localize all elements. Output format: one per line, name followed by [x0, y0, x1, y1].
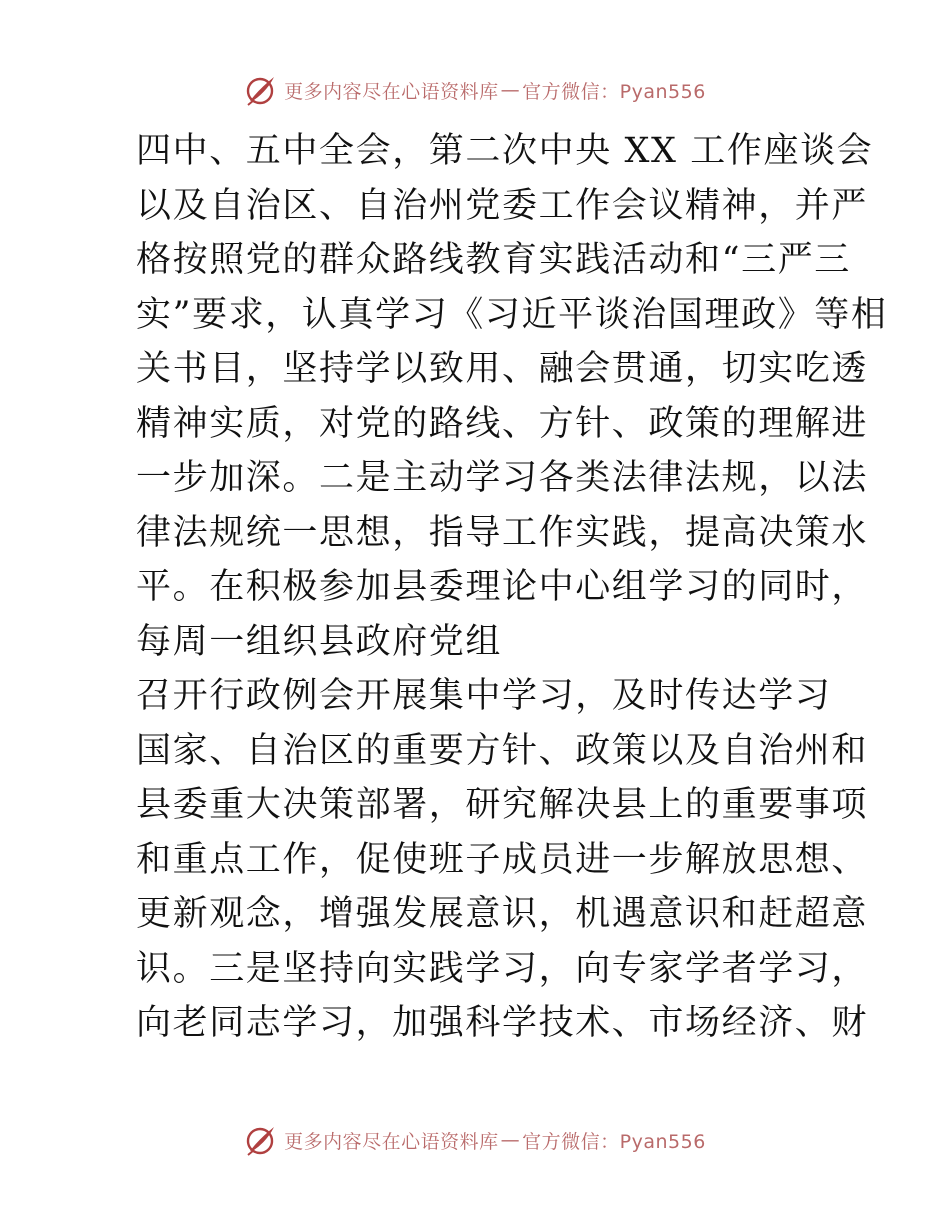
- body-line: 精神实质，对党的路线、方针、政策的理解进: [136, 403, 869, 444]
- watermark-separator: —: [500, 79, 521, 101]
- body-line: 召开行政例会开展集中学习，及时传达学习: [136, 676, 832, 716]
- body-line: 律法规统一思想，指导工作实践，提高决策水: [136, 512, 869, 553]
- document-body: [136, 124, 888, 1051]
- body-line: 以及自治区、自治州党委工作会议精神，并严: [136, 185, 869, 226]
- body-line: 关书目，坚持学以致用、融会贯通，切实吃透: [136, 349, 869, 389]
- body-line: 和重点工作，促使班子成员进一步解放思想、: [136, 839, 869, 880]
- body-line: 平。在积极参加县委理论中心组学习的同时，: [136, 567, 869, 607]
- watermark-text: 更多内容尽在心语资料库: [284, 80, 499, 103]
- body-line: 向老同志学习，加强科学技术、市场经济、财: [136, 1003, 869, 1043]
- quill-pen-logo-icon: [244, 1123, 278, 1157]
- body-line: 四中、五中全会，第二次中央 XX 工作座谈会: [136, 131, 874, 171]
- body-line: 更新观念，增强发展意识，机遇意识和赶超意: [136, 894, 869, 934]
- watermark-wechat: 官方微信：Pyan556: [522, 80, 706, 103]
- body-line: 格按照党的群众路线教育实践活动和“三严三: [136, 240, 851, 280]
- watermark-text: 更多内容尽在心语资料库: [284, 1130, 499, 1153]
- body-line: 县委重大决策部署，研究解决县上的重要事项: [136, 785, 869, 825]
- body-line: 国家、自治区的重要方针、政策以及自治州和: [136, 730, 869, 771]
- body-line: 一步加深。二是主动学习各类法律法规，以法: [136, 458, 869, 498]
- body-line: 实”要求，认真学习《习近平谈治国理政》等相: [136, 294, 888, 335]
- footer-watermark: [0, 1120, 950, 1160]
- watermark-separator: —: [500, 1129, 521, 1151]
- watermark-wechat: 官方微信：Pyan556: [522, 1130, 706, 1153]
- body-line: 每周一组织县政府党组: [136, 621, 503, 662]
- header-watermark: [0, 70, 950, 110]
- quill-pen-logo-icon: [244, 73, 278, 107]
- body-line: 识。三是坚持向实践学习，向专家学者学习，: [136, 948, 869, 989]
